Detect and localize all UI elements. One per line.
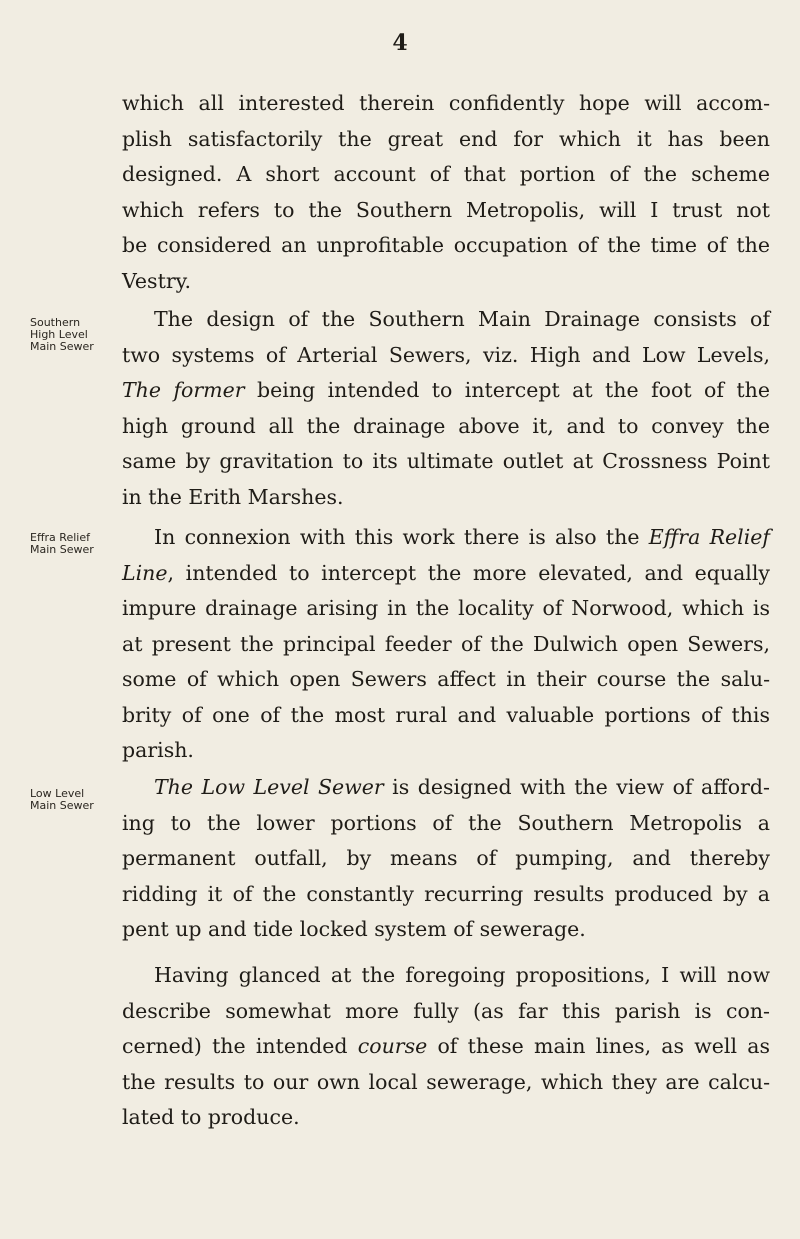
text-line: brity of one of the most rural and valuable portions of this: [122, 702, 770, 727]
text-line: high ground all the drainage above it, and to convey the: [122, 413, 770, 438]
italic-text: The Low Level Sewer: [154, 775, 384, 799]
text-line: describe somewhat more fully (as far this parish is con-: [122, 998, 770, 1023]
margin-note-line: Main Sewer: [30, 799, 94, 812]
text-segment: of these main lines, as well as: [437, 1034, 770, 1058]
text-line: which all interested therein confidently hope will accom-: [122, 91, 770, 115]
paragraph-4: [122, 770, 770, 948]
italic-text: The former: [122, 378, 245, 402]
text-segment: In connexion with this work there is also the: [154, 525, 640, 549]
text-line: plish satisfactorily the great end for which it has been: [122, 126, 770, 151]
paragraph-5: [122, 958, 770, 1136]
paragraph-3: [122, 520, 770, 769]
text-line: pent up and tide locked system of sewerage.: [122, 917, 586, 941]
margin-note-line: Low Level: [30, 787, 85, 800]
text-segment: being intended to intercept at the foot of the: [257, 378, 770, 402]
italic-text: Line: [122, 560, 168, 585]
text-line: [122, 373, 770, 409]
text-segment: , intended to intercept the more elevated, and equally: [167, 560, 770, 585]
margin-note-line: Effra Relief: [30, 531, 90, 544]
paragraph-2: [122, 302, 770, 515]
text-line: [122, 770, 770, 806]
text-line: impure drainage arising in the locality of Norwood, which is: [122, 596, 770, 620]
text-line: ridding it of the constantly recurring results produced by a: [122, 881, 770, 906]
text-line: designed. A short account of that portion of the scheme: [122, 162, 770, 186]
italic-text: Effra Relief: [648, 525, 770, 549]
text-line: Having glanced at the foregoing propositions, I will now: [154, 963, 770, 987]
margin-note-line: Main Sewer: [30, 543, 94, 556]
italic-text: course: [357, 1034, 428, 1058]
text-line: [122, 556, 770, 592]
text-line: Vestry.: [122, 268, 191, 293]
text-line: same by gravitation to its ultimate outlet at Crossness Point: [122, 449, 770, 473]
margin-note-effra-relief: [30, 532, 130, 556]
text-line: lated to produce.: [122, 1105, 300, 1129]
page-number: 4: [392, 30, 408, 56]
margin-note-line: Main Sewer: [30, 340, 94, 353]
text-line: ing to the lower portions of the Southern Metropolis a: [122, 810, 770, 835]
text-line: [122, 1029, 770, 1065]
text-line: at present the principal feeder of the Dulwich open Sewers,: [122, 631, 770, 656]
text-line: the results to our own local sewerage, which they are calcu-: [122, 1069, 770, 1094]
text-line: parish.: [122, 738, 194, 762]
paragraph-1: [122, 86, 770, 299]
text-line: permanent outfall, by means of pumping, and thereby: [122, 846, 770, 870]
text-line: [122, 520, 770, 556]
margin-note-line: High Level: [30, 328, 88, 341]
text-segment: is designed with the view of afford-: [392, 775, 770, 799]
margin-note-southern-high-level: [30, 317, 130, 353]
text-segment: cerned) the intended: [122, 1034, 348, 1058]
margin-note-low-level: [30, 788, 130, 812]
text-line: some of which open Sewers affect in their course the salu-: [122, 667, 770, 691]
text-line: two systems of Arterial Sewers, viz. High and Low Levels,: [122, 342, 770, 367]
text-line: in the Erith Marshes.: [122, 484, 344, 509]
text-line: which refers to the Southern Metropolis, will I trust not: [122, 197, 770, 222]
text-line: be considered an unprofitable occupation of the time of the: [122, 233, 770, 257]
text-line: The design of the Southern Main Drainage consists of: [154, 307, 770, 331]
margin-note-line: Southern: [30, 316, 81, 329]
